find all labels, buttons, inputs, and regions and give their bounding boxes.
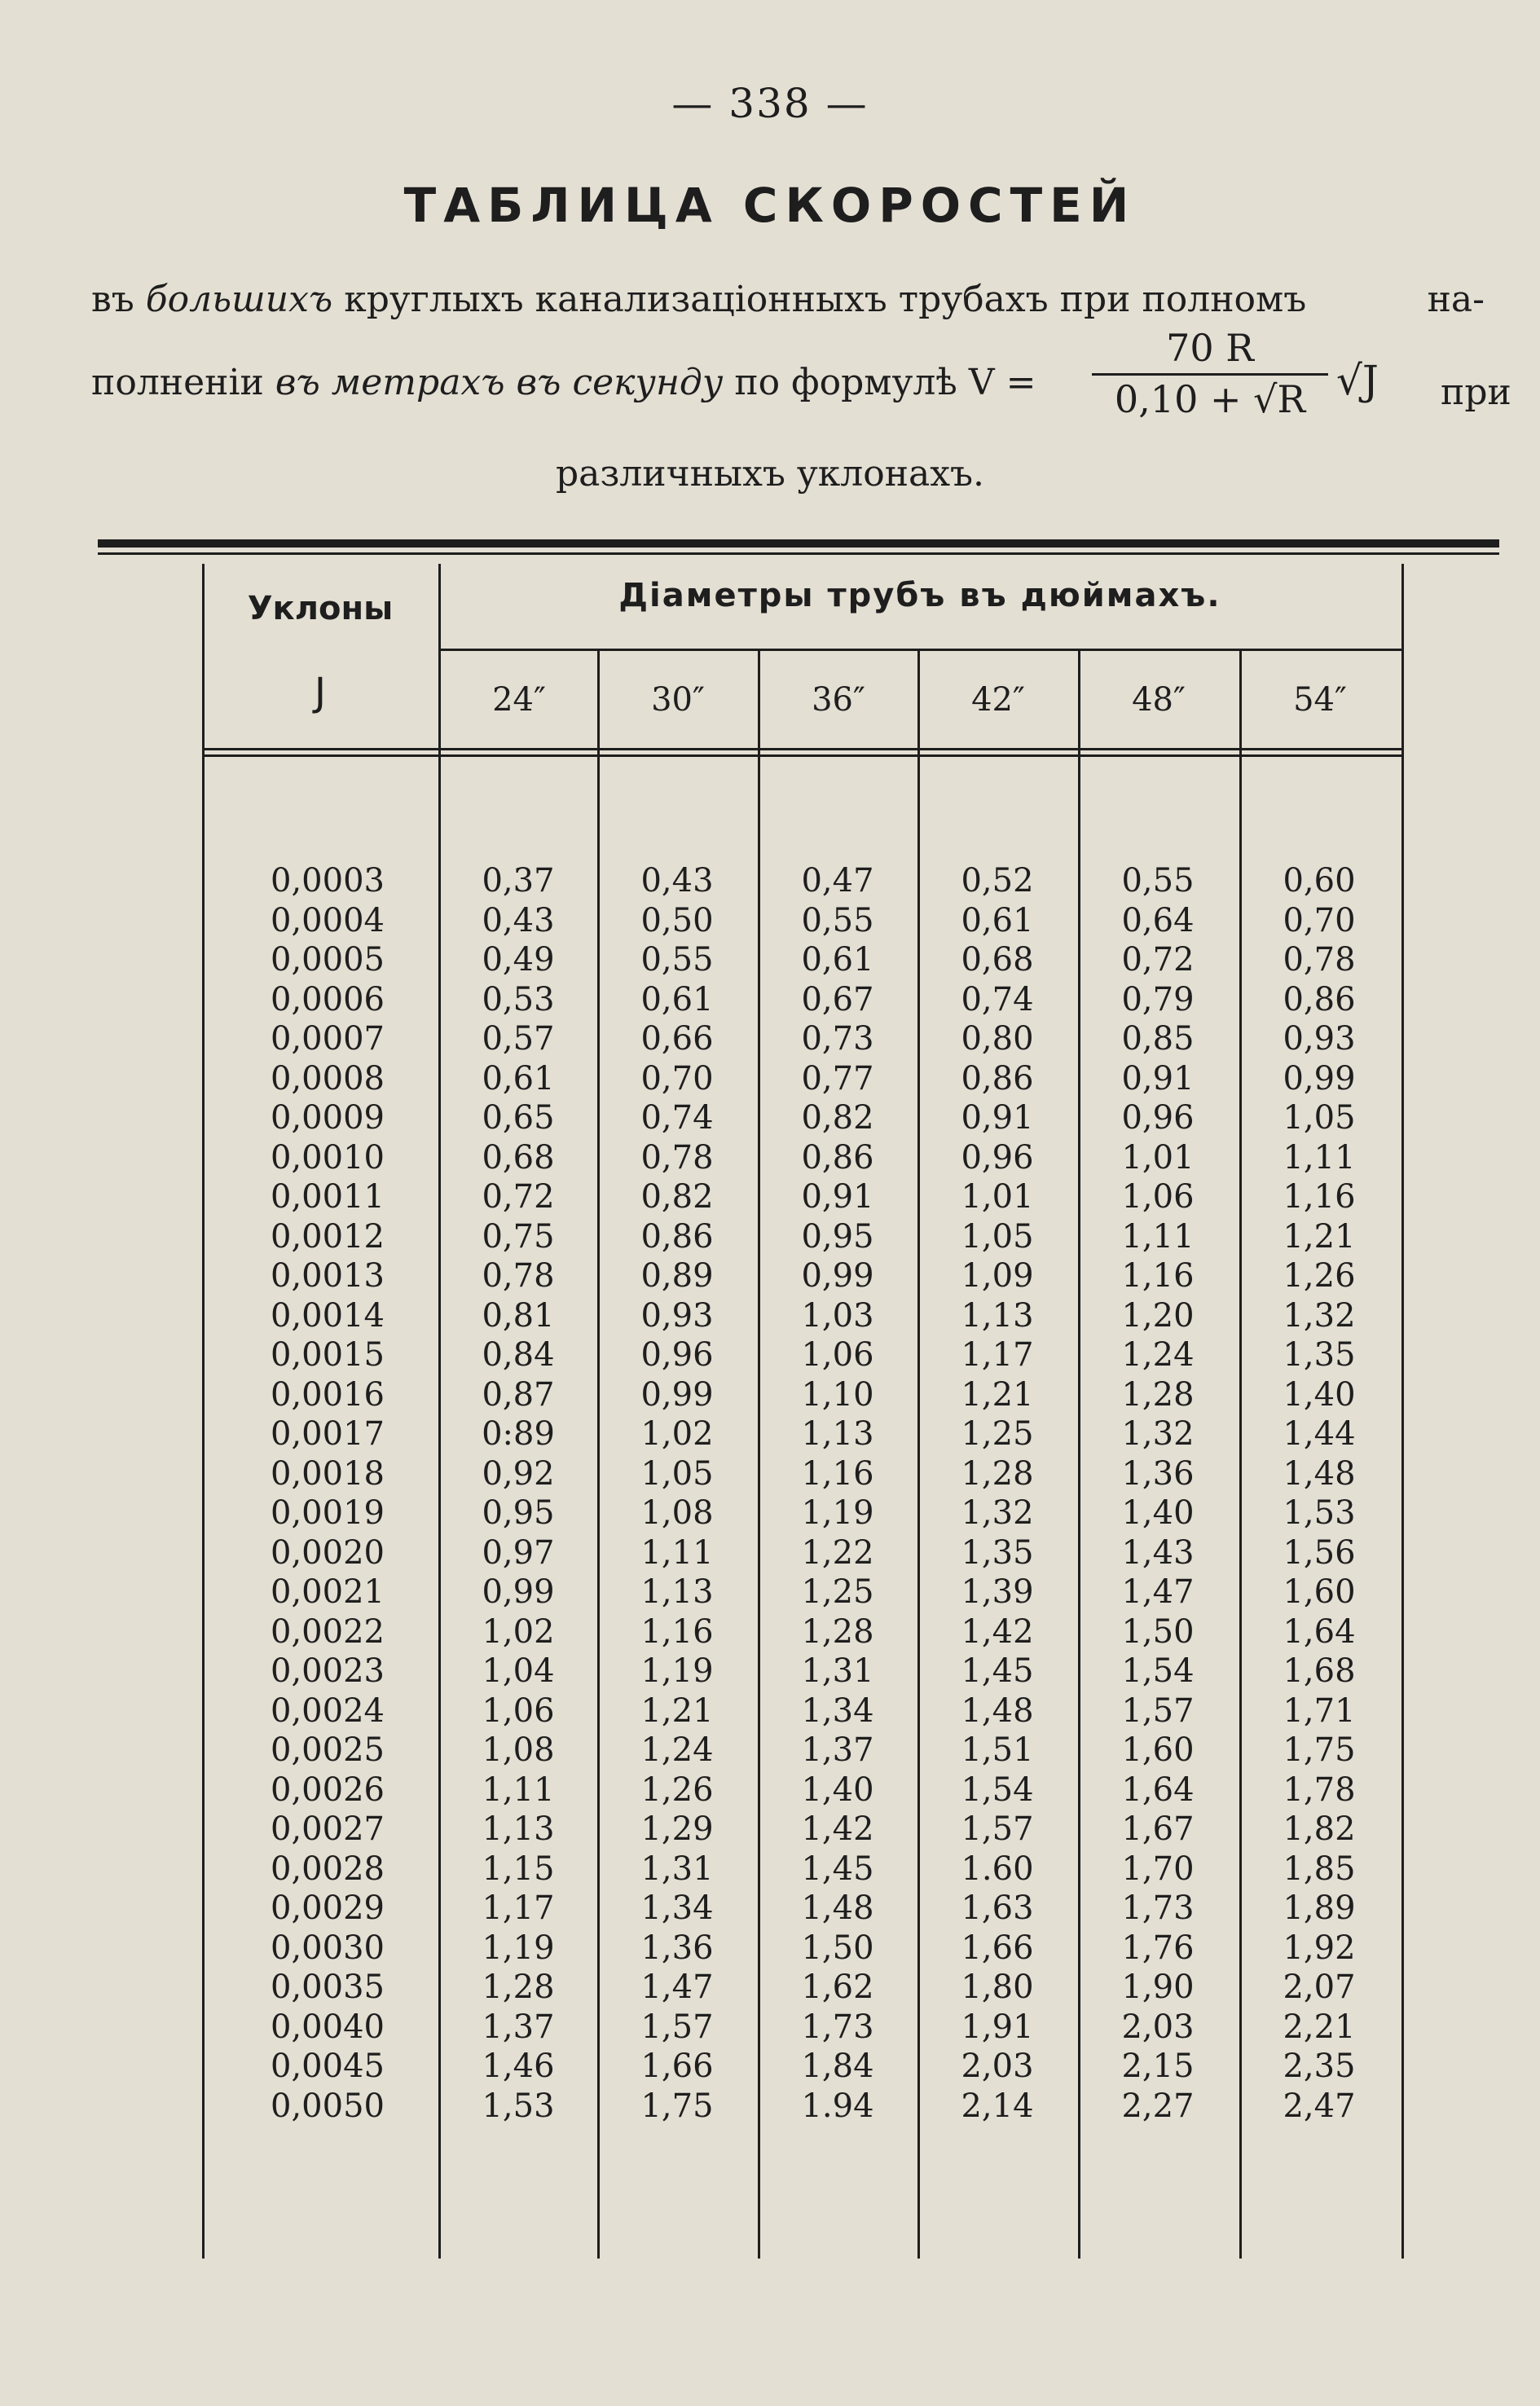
- slope-value: 0,0009: [271, 1099, 385, 1137]
- velocity-value: 1,40: [1283, 1376, 1356, 1414]
- velocity-value: 0,78: [1283, 941, 1356, 979]
- velocity-value: 0,96: [1121, 1099, 1195, 1137]
- slope-value: 0,0010: [271, 1139, 385, 1177]
- velocity-value: 1,78: [1283, 1771, 1356, 1809]
- velocity-value: 0,92: [482, 1455, 555, 1493]
- velocity-value: 1,28: [961, 1455, 1034, 1493]
- slope-value: 0,0023: [271, 1652, 385, 1690]
- slope-value: 0,0027: [271, 1810, 385, 1848]
- velocity-value: 1,84: [801, 2048, 874, 2085]
- slope-value: 0,0021: [271, 1573, 385, 1611]
- velocity-value: 0,91: [961, 1099, 1034, 1137]
- velocity-value: 1,02: [482, 1613, 555, 1651]
- velocity-value: 1,08: [640, 1494, 714, 1532]
- table-top-rule-thin: [98, 552, 1499, 555]
- velocity-value: 1,16: [801, 1455, 874, 1493]
- velocity-value: 0,89: [640, 1257, 714, 1295]
- velocity-value: 1,54: [961, 1771, 1034, 1809]
- velocity-value: 1,40: [1121, 1494, 1195, 1532]
- velocity-value: 0,96: [961, 1139, 1034, 1177]
- velocity-value: 0,57: [482, 1020, 555, 1058]
- velocity-value: 0,55: [640, 941, 714, 979]
- velocity-value: 1,13: [801, 1415, 874, 1453]
- velocity-value: 0,82: [640, 1178, 714, 1216]
- slope-value: 0,0008: [271, 1060, 385, 1097]
- velocity-value: 1,47: [1121, 1573, 1195, 1611]
- velocity-value: 1,04: [482, 1652, 555, 1690]
- slope-value: 0,0004: [271, 902, 385, 939]
- velocity-value: 1.60: [961, 1850, 1034, 1888]
- velocity-value: 1,21: [640, 1692, 714, 1730]
- velocity-value: 1,57: [1121, 1692, 1195, 1730]
- slope-value: 0,0013: [271, 1257, 385, 1295]
- velocity-value: 0,61: [482, 1060, 555, 1097]
- slope-value: 0,0024: [271, 1692, 385, 1730]
- velocity-value: 1,62: [801, 1968, 874, 2006]
- velocity-value: 1,68: [1283, 1652, 1356, 1690]
- velocity-value: 1,21: [1283, 1218, 1356, 1256]
- velocity-value: 0,97: [482, 1534, 555, 1572]
- intro-text: въ: [91, 279, 134, 320]
- velocity-value: 1,75: [640, 2087, 714, 2125]
- velocity-value: 1,29: [640, 1810, 714, 1848]
- velocity-value: 1,45: [961, 1652, 1034, 1690]
- velocity-value: 1,66: [640, 2048, 714, 2085]
- velocity-value: 1,82: [1283, 1810, 1356, 1848]
- velocity-value: 1,17: [482, 1889, 555, 1927]
- column-header: 36″: [812, 681, 865, 719]
- velocity-value: 1,67: [1121, 1810, 1195, 1848]
- velocity-value: 1,71: [1283, 1692, 1356, 1730]
- slope-value: 0,0030: [271, 1929, 385, 1967]
- velocity-value: 1,31: [640, 1850, 714, 1888]
- velocity-value: 1,43: [1121, 1534, 1195, 1572]
- velocity-value: 1,11: [1121, 1218, 1195, 1256]
- velocity-value: 0,95: [482, 1494, 555, 1532]
- intro-line-2: [91, 362, 1036, 403]
- slope-value: 0,0022: [271, 1613, 385, 1651]
- velocity-value: 0,78: [640, 1139, 714, 1177]
- velocity-value: 1,06: [482, 1692, 555, 1730]
- slope-value: 0,0040: [271, 2008, 385, 2046]
- velocity-value: 1,37: [482, 2008, 555, 2046]
- velocity-value: 1,36: [640, 1929, 714, 1967]
- velocity-value: 2,15: [1121, 2048, 1195, 2085]
- velocity-value: 0,43: [482, 902, 555, 939]
- velocity-value: 2,35: [1283, 2048, 1356, 2085]
- velocity-value: 0,37: [482, 862, 555, 900]
- velocity-value: 0,55: [1121, 862, 1195, 900]
- slope-value: 0,0014: [271, 1297, 385, 1335]
- velocity-value: 1,19: [801, 1494, 874, 1532]
- table-top-rule: [98, 539, 1499, 548]
- slope-value: 0,0025: [271, 1731, 385, 1769]
- velocity-value: 1,76: [1121, 1929, 1195, 1967]
- slope-value: 0,0007: [271, 1020, 385, 1058]
- velocity-value: 0,87: [482, 1376, 555, 1414]
- velocity-value: 0,73: [801, 1020, 874, 1058]
- velocity-value: 1,01: [961, 1178, 1034, 1216]
- intro-line-2-end: при: [1441, 372, 1511, 413]
- column-separator: [758, 650, 760, 2259]
- column-separator: [1078, 650, 1080, 2259]
- velocity-value: 1,42: [801, 1810, 874, 1848]
- slope-symbol: J: [314, 670, 327, 715]
- velocity-value: 1,05: [1283, 1099, 1356, 1137]
- velocity-value: 1,60: [1283, 1573, 1356, 1611]
- velocity-value: 1,21: [961, 1376, 1034, 1414]
- velocity-value: 1,24: [640, 1731, 714, 1769]
- velocity-value: 0,68: [961, 941, 1034, 979]
- velocity-value: 1,90: [1121, 1968, 1195, 2006]
- velocity-value: 0,60: [1283, 862, 1356, 900]
- velocity-value: 1,48: [1283, 1455, 1356, 1493]
- diameters-header: Дiаметры трубъ въ дюймахъ.: [618, 577, 1221, 614]
- velocity-value: 0,91: [1121, 1060, 1195, 1097]
- velocity-value: 1,63: [961, 1889, 1034, 1927]
- velocity-value: 1,53: [482, 2087, 555, 2125]
- velocity-value: 0,70: [1283, 902, 1356, 939]
- velocity-value: 1,25: [961, 1415, 1034, 1453]
- slope-value: 0,0035: [271, 1968, 385, 2006]
- velocity-value: 0,86: [801, 1139, 874, 1177]
- intro-text: круглыхъ канализацiонныхъ трубахъ при полномъ: [344, 279, 1307, 320]
- velocity-value: 0,61: [640, 981, 714, 1018]
- velocity-value: 0:89: [482, 1415, 555, 1453]
- velocity-value: 1,66: [961, 1929, 1034, 1967]
- velocity-value: 1,28: [482, 1968, 555, 2006]
- velocity-value: 1,28: [801, 1613, 874, 1651]
- velocity-value: 1,32: [961, 1494, 1034, 1532]
- velocity-value: 1,54: [1121, 1652, 1195, 1690]
- velocity-value: 0,61: [961, 902, 1034, 939]
- table-right-border: [1401, 564, 1404, 2259]
- velocity-value: 0,77: [801, 1060, 874, 1097]
- velocity-value: 1,13: [640, 1573, 714, 1611]
- velocity-value: 1,08: [482, 1731, 555, 1769]
- velocity-value: 1,28: [1121, 1376, 1195, 1414]
- velocity-value: 2,21: [1283, 2008, 1356, 2046]
- velocity-value: 0,99: [801, 1257, 874, 1295]
- slope-value: 0,0050: [271, 2087, 385, 2125]
- velocity-value: 0,86: [640, 1218, 714, 1256]
- page-title: ТАБЛИЦА СКОРОСТЕЙ: [403, 178, 1137, 233]
- velocity-value: 1,05: [640, 1455, 714, 1493]
- velocity-value: 1,37: [801, 1731, 874, 1769]
- velocity-value: 1,50: [801, 1929, 874, 1967]
- slope-value: 0,0005: [271, 941, 385, 979]
- velocity-value: 1,09: [961, 1257, 1034, 1295]
- header-bottom-rule-2: [204, 754, 1401, 757]
- velocity-value: 1,32: [1121, 1415, 1195, 1453]
- velocity-value: 1,92: [1283, 1929, 1356, 1967]
- velocity-value: 1,56: [1283, 1534, 1356, 1572]
- column-separator: [1239, 650, 1242, 2259]
- velocity-value: 1,91: [961, 2008, 1034, 2046]
- velocity-value: 1,57: [961, 1810, 1034, 1848]
- velocity-value: 1,25: [801, 1573, 874, 1611]
- velocity-value: 2,47: [1283, 2087, 1356, 2125]
- velocity-value: 0,68: [482, 1139, 555, 1177]
- velocity-value: 1,64: [1283, 1613, 1356, 1651]
- velocity-value: 1,13: [961, 1297, 1034, 1335]
- slope-value: 0,0012: [271, 1218, 385, 1256]
- velocity-value: 1,50: [1121, 1613, 1195, 1651]
- column-separator: [917, 650, 920, 2259]
- velocity-value: 0,72: [482, 1178, 555, 1216]
- header-bottom-rule: [204, 748, 1401, 750]
- velocity-value: 0,75: [482, 1218, 555, 1256]
- velocity-value: 0,66: [640, 1020, 714, 1058]
- velocity-value: 1,34: [640, 1889, 714, 1927]
- velocity-value: 2,03: [1121, 2008, 1195, 2046]
- velocity-value: 1,45: [801, 1850, 874, 1888]
- velocity-value: 2,07: [1283, 1968, 1356, 2006]
- velocity-value: 0,49: [482, 941, 555, 979]
- velocity-value: 1,10: [801, 1376, 874, 1414]
- formula-sqrt-j: √J: [1336, 357, 1379, 404]
- formula-fraction: [1092, 326, 1328, 421]
- velocity-value: 1,06: [1121, 1178, 1195, 1216]
- slope-value: 0,0003: [271, 862, 385, 900]
- velocity-value: 1,57: [640, 2008, 714, 2046]
- velocity-value: 1,40: [801, 1771, 874, 1809]
- slope-value: 0,0006: [271, 981, 385, 1018]
- velocity-value: 1,42: [961, 1613, 1034, 1651]
- velocity-value: 0,61: [801, 941, 874, 979]
- column-header: 30″: [651, 681, 705, 719]
- intro-line-3: различныхъ уклонахъ.: [555, 453, 985, 495]
- velocity-value: 1,35: [961, 1534, 1034, 1572]
- velocity-value: 0,93: [1283, 1020, 1356, 1058]
- intro-line-1: [91, 279, 1306, 320]
- velocity-value: 1,19: [482, 1929, 555, 1967]
- slope-value: 0,0029: [271, 1889, 385, 1927]
- velocity-value: 1,75: [1283, 1731, 1356, 1769]
- slope-value: 0,0015: [271, 1336, 385, 1374]
- intro-text: по формулѣ V =: [734, 362, 1036, 403]
- intro-line-1-end: на-: [1427, 279, 1485, 320]
- velocity-value: 0,79: [1121, 981, 1195, 1018]
- velocity-value: 1,11: [482, 1771, 555, 1809]
- velocity-value: 0,67: [801, 981, 874, 1018]
- column-header: 42″: [971, 681, 1025, 719]
- formula-numerator: 70 R: [1092, 326, 1328, 376]
- velocity-value: 1,20: [1121, 1297, 1195, 1335]
- velocity-value: 0,53: [482, 981, 555, 1018]
- slope-value: 0,0018: [271, 1455, 385, 1493]
- velocity-value: 1,64: [1121, 1771, 1195, 1809]
- velocity-value: 1,48: [961, 1692, 1034, 1730]
- slope-header: Уклоны: [247, 590, 394, 627]
- velocity-value: 1,11: [1283, 1139, 1356, 1177]
- velocity-value: 1,17: [961, 1336, 1034, 1374]
- velocity-value: 0,55: [801, 902, 874, 939]
- velocity-value: 0,78: [482, 1257, 555, 1295]
- velocity-value: 0,81: [482, 1297, 555, 1335]
- velocity-value: 0,74: [961, 981, 1034, 1018]
- slope-value: 0,0020: [271, 1534, 385, 1572]
- velocity-value: 1,85: [1283, 1850, 1356, 1888]
- formula-denominator: 0,10 + √R: [1114, 377, 1306, 421]
- velocity-value: 1,32: [1283, 1297, 1356, 1335]
- velocity-value: 1,19: [640, 1652, 714, 1690]
- velocity-value: 1,16: [1283, 1178, 1356, 1216]
- velocity-value: 0,80: [961, 1020, 1034, 1058]
- velocity-value: 0,52: [961, 862, 1034, 900]
- velocity-value: 2,27: [1121, 2087, 1195, 2125]
- slope-value: 0,0011: [271, 1178, 385, 1216]
- slope-value: 0,0045: [271, 2048, 385, 2085]
- column-header: 48″: [1132, 681, 1186, 719]
- velocity-value: 1,60: [1121, 1731, 1195, 1769]
- intro-text: полненiи: [91, 362, 264, 403]
- velocity-value: 1,31: [801, 1652, 874, 1690]
- velocity-value: 1,05: [961, 1218, 1034, 1256]
- velocity-value: 1,11: [640, 1534, 714, 1572]
- velocity-value: 0,99: [482, 1573, 555, 1611]
- velocity-value: 1,02: [640, 1415, 714, 1453]
- table-left-border: [202, 564, 205, 2259]
- velocity-value: 1,47: [640, 1968, 714, 2006]
- slope-column-border: [438, 564, 441, 2259]
- velocity-value: 1,01: [1121, 1139, 1195, 1177]
- velocity-value: 1,24: [1121, 1336, 1195, 1374]
- diameters-header-rule: [440, 649, 1401, 651]
- velocity-value: 1,51: [961, 1731, 1034, 1769]
- velocity-value: 1,44: [1283, 1415, 1356, 1453]
- velocity-value: 1,46: [482, 2048, 555, 2085]
- velocity-value: 0,93: [640, 1297, 714, 1335]
- velocity-value: 1.94: [801, 2087, 874, 2125]
- velocity-value: 0,99: [640, 1376, 714, 1414]
- velocity-value: 1,16: [640, 1613, 714, 1651]
- velocity-value: 1,06: [801, 1336, 874, 1374]
- velocity-value: 1,89: [1283, 1889, 1356, 1927]
- velocity-value: 0,74: [640, 1099, 714, 1137]
- velocity-value: 1,48: [801, 1889, 874, 1927]
- velocity-value: 0,64: [1121, 902, 1195, 939]
- velocity-value: 1,03: [801, 1297, 874, 1335]
- velocity-value: 2,03: [961, 2048, 1034, 2085]
- velocity-value: 1,53: [1283, 1494, 1356, 1532]
- slope-value: 0,0028: [271, 1850, 385, 1888]
- slope-value: 0,0016: [271, 1376, 385, 1414]
- velocity-value: 0,85: [1121, 1020, 1195, 1058]
- slope-value: 0,0017: [271, 1415, 385, 1453]
- velocity-value: 0,50: [640, 902, 714, 939]
- velocity-value: 0,91: [801, 1178, 874, 1216]
- velocity-value: 0,65: [482, 1099, 555, 1137]
- velocity-value: 1,26: [1283, 1257, 1356, 1295]
- velocity-value: 1,22: [801, 1534, 874, 1572]
- velocity-value: 1,15: [482, 1850, 555, 1888]
- velocity-value: 1,26: [640, 1771, 714, 1809]
- velocity-value: 1,13: [482, 1810, 555, 1848]
- velocity-value: 0,84: [482, 1336, 555, 1374]
- column-header: 54″: [1293, 681, 1347, 719]
- velocity-value: 1,35: [1283, 1336, 1356, 1374]
- velocity-value: 1,70: [1121, 1850, 1195, 1888]
- velocity-value: 0,72: [1121, 941, 1195, 979]
- velocity-value: 0,95: [801, 1218, 874, 1256]
- velocity-value: 1,80: [961, 1968, 1034, 2006]
- velocity-value: 1,16: [1121, 1257, 1195, 1295]
- page-number: — 338 —: [671, 80, 869, 127]
- velocity-value: 0,47: [801, 862, 874, 900]
- slope-value: 0,0026: [271, 1771, 385, 1809]
- column-header: 24″: [492, 681, 546, 719]
- velocity-value: 0,43: [640, 862, 714, 900]
- velocity-value: 0,86: [961, 1060, 1034, 1097]
- velocity-value: 0,70: [640, 1060, 714, 1097]
- column-separator: [597, 650, 600, 2259]
- velocity-value: 0,82: [801, 1099, 874, 1137]
- intro-italic: въ метрахъ въ секунду: [275, 362, 724, 403]
- intro-italic: большихъ: [145, 279, 333, 320]
- velocity-value: 0,99: [1283, 1060, 1356, 1097]
- velocity-value: 1,36: [1121, 1455, 1195, 1493]
- velocity-value: 0,96: [640, 1336, 714, 1374]
- velocity-value: 1,73: [1121, 1889, 1195, 1927]
- slope-value: 0,0019: [271, 1494, 385, 1532]
- velocity-value: 0,86: [1283, 981, 1356, 1018]
- velocity-value: 1,73: [801, 2008, 874, 2046]
- velocity-value: 1,39: [961, 1573, 1034, 1611]
- velocity-value: 1,34: [801, 1692, 874, 1730]
- velocity-value: 2,14: [961, 2087, 1034, 2125]
